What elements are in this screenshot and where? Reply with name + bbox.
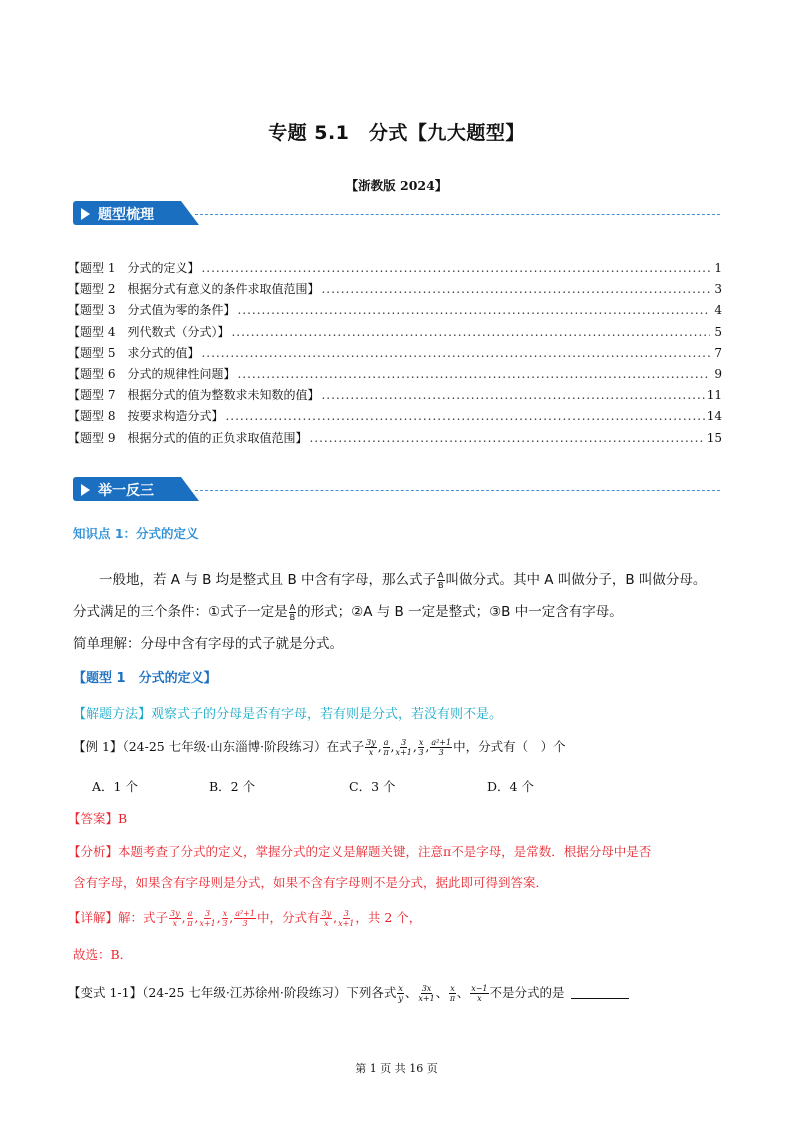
toc-item-page: 7: [714, 345, 722, 360]
toc-leader-dots: [231, 325, 710, 339]
section-banner-examples: [73, 477, 720, 501]
toc-item-tag: 【题型 8: [68, 409, 116, 424]
toc-item-title: 根据分式的值的正负求取值范围】: [127, 430, 308, 445]
play-icon: [81, 208, 90, 220]
fraction: $\frac{3}{x+1}$: [199, 909, 216, 928]
page-title: 专题 5.1 分式【九大题型】: [268, 122, 525, 144]
toc-item-tag: 【题型 9: [68, 430, 116, 445]
type1-method: 【解题方法】观察式子的分母是否有字母，若有则是分式，若没有则不是。: [73, 707, 503, 722]
toc-item-tag: 【题型 7: [68, 388, 116, 403]
toc-item-title: 求分式的值】: [127, 345, 200, 360]
toc-item-tag: 【题型 1: [68, 261, 116, 275]
detail-conclusion: 故选：B．: [73, 947, 133, 962]
table-of-contents: [68, 259, 722, 450]
analysis-line-1: 【分析】本题考查了分式的定义，掌握分式的定义是解题关键，注意π不是字母，是常数．根据分母中是否: [68, 844, 652, 859]
toc-item[interactable]: [68, 429, 722, 450]
play-icon: [81, 484, 90, 496]
toc-item-title: 根据分式有意义的条件求取值范围】: [127, 282, 320, 297]
banner-label: 举一反三: [98, 483, 154, 499]
variant-fractions: $\frac{x}{y}$ 、 $\frac{3x}{x+1}$ 、 $\frac{x}{\pi}$ 、 $\frac{x-1}{x}$: [398, 984, 488, 1003]
toc-item[interactable]: [68, 386, 722, 407]
toc-leader-dots: [321, 282, 710, 296]
banner-label: 题型梳理: [98, 207, 154, 223]
toc-item-title: 根据分式的值为整数求未知数的值】: [127, 388, 320, 403]
knowledge-paragraph-2: 分式满足的三个条件：①式子一定是 $\frac{A}{B}$ 的形式；②A 与 B 一定是整式；③B 中一定含有字母。: [73, 602, 623, 622]
fraction: $\frac{x}{\pi}$: [449, 984, 456, 1003]
fraction: $\frac{3}{x+1}$: [395, 738, 412, 757]
banner-divider: [195, 214, 720, 215]
example-1-fractions: $\frac{3y}{x}$ , $\frac{a}{\pi}$ , $\frac{3}{x+1}$ , $\frac{x}{3}$ , $\frac{\text{a²+1}}{3}$: [366, 738, 452, 757]
detail-fractions-all: $\frac{3y}{x}$ , $\frac{a}{\pi}$ , $\frac{3}{x+1}$ , $\frac{x}{3}$ , $\frac{\text{a²+1}}{3}$: [170, 909, 255, 928]
fraction: $\frac{x}{3}$: [418, 738, 424, 757]
toc-item-page: 11: [706, 388, 722, 403]
toc-leader-dots: [225, 409, 704, 423]
example-1: 【例 1】（24-25 七年级·山东淄博·阶段练习）在式子 $\frac{3y}{x}$ , $\frac{a}{\pi}$ , $\frac{3}{x+1}$ , $\frac{x}{3}$ , $\frac{\text{a²+1}}{3}$ 中，分式有（ ）个: [73, 738, 566, 757]
toc-item-page: 1: [714, 261, 722, 275]
toc-item-page: 5: [714, 324, 722, 339]
fraction: $\frac{3}{x+1}$: [338, 909, 355, 928]
detail-fractions-selected: $\frac{3y}{x}$ , $\frac{3}{x+1}$: [321, 909, 355, 928]
toc-item-title: 按要求构造分式】: [127, 409, 224, 424]
fraction: $\frac{3y}{x}$: [170, 909, 180, 928]
knowledge-paragraph-3: 简单理解：分母中含有字母的式子就是分式。: [73, 636, 343, 652]
toc-item-tag: 【题型 3: [68, 303, 116, 318]
toc-item-page: 3: [714, 282, 722, 297]
toc-item[interactable]: [68, 365, 722, 386]
knowledge-heading: 知识点 1：分式的定义: [73, 526, 199, 541]
section-banner-types: [73, 201, 720, 225]
toc-item-page: 14: [706, 409, 722, 424]
toc-item-title: 分式值为零的条件】: [127, 303, 236, 318]
toc-leader-dots: [309, 431, 704, 445]
fraction: $\frac{x}{3}$: [222, 909, 228, 928]
fraction: $\frac{3x}{x+1}$: [418, 984, 435, 1003]
option-d: D．4 个: [487, 779, 534, 794]
detail-line: 【详解】解：式子 $\frac{3y}{x}$ , $\frac{a}{\pi}$ , $\frac{3}{x+1}$ , $\frac{x}{3}$ , $\frac{\text{a²+1}}{3}$ 中，分式有 $\frac{3y}{x}$ , $\frac{3}{x+1}$ ，共 2 个，: [68, 909, 422, 928]
toc-item-tag: 【题型 5: [68, 345, 116, 360]
toc-item-title: 分式的规律性问题】: [127, 366, 236, 381]
toc-item-tag: 【题型 6: [68, 366, 116, 381]
toc-item-tag: 【题型 2: [68, 282, 116, 297]
toc-leader-dots: [237, 367, 710, 381]
toc-item[interactable]: [68, 407, 722, 428]
toc-item-tag: 【题型 4: [68, 324, 116, 339]
option-a: A．1 个: [92, 779, 138, 794]
toc-leader-dots: [237, 303, 710, 317]
analysis-line-2: 含有字母，如果含有字母则是分式，如果不含有字母则不是分式，据此即可得到答案．: [73, 875, 549, 890]
toc-item[interactable]: [68, 344, 722, 365]
fraction: $\frac{a}{\pi}$: [383, 738, 389, 757]
toc-item-page: 15: [706, 430, 722, 445]
type1-heading: 【题型 1 分式的定义】: [73, 671, 217, 686]
toc-item[interactable]: [68, 259, 722, 280]
fraction: $\frac{3y}{x}$: [366, 738, 376, 757]
fraction: $\frac{3y}{x}$: [321, 909, 332, 928]
page-subtitle: 【浙教版 2024】: [345, 178, 448, 193]
toc-item-page: 4: [714, 303, 722, 318]
fraction: $\frac{x}{y}$: [398, 984, 403, 1003]
toc-leader-dots: [201, 261, 710, 275]
fraction-a-over-b: $\frac{A}{B}$: [289, 602, 296, 622]
fraction: $\frac{\text{a²+1}}{3}$: [235, 909, 255, 928]
toc-item-title: 分式的定义】: [127, 261, 200, 275]
fraction: $\frac{a}{\pi}$: [187, 909, 193, 928]
toc-item[interactable]: [68, 323, 722, 344]
fraction-a-over-b: $\frac{A}{B}$: [438, 570, 444, 590]
toc-item-title: 列代数式（分式）】: [127, 324, 230, 339]
page-footer: 第 1 页 共 16 页: [355, 1062, 438, 1075]
variant-1-1: 【变式 1-1】（24-25 七年级·江苏徐州·阶段练习）下列各式 $\frac{x}{y}$ 、 $\frac{3x}{x+1}$ 、 $\frac{x}{\pi}$ 、 $\frac{x-1}{x}$ 不是分式的是: [68, 983, 629, 1003]
toc-leader-dots: [321, 388, 704, 402]
toc-leader-dots: [201, 346, 710, 360]
banner-divider: [195, 490, 720, 491]
option-b: B．2 个: [209, 779, 256, 794]
toc-item[interactable]: [68, 301, 722, 322]
option-c: C．3 个: [349, 779, 396, 794]
fraction: $\frac{x-1}{x}$: [471, 984, 488, 1003]
fraction: $\frac{\text{a²+1}}{3}$: [431, 738, 452, 757]
answer: 【答案】B: [68, 811, 128, 826]
toc-item[interactable]: [68, 280, 722, 301]
answer-blank[interactable]: [571, 998, 629, 999]
toc-item-page: 9: [714, 366, 722, 381]
knowledge-paragraph-1: 一般地，若 A 与 B 均是整式且 B 中含有字母，那么式子 $\frac{A}{B}$ 叫做分式。其中 A 叫做分子，B 叫做分母。: [99, 570, 707, 590]
